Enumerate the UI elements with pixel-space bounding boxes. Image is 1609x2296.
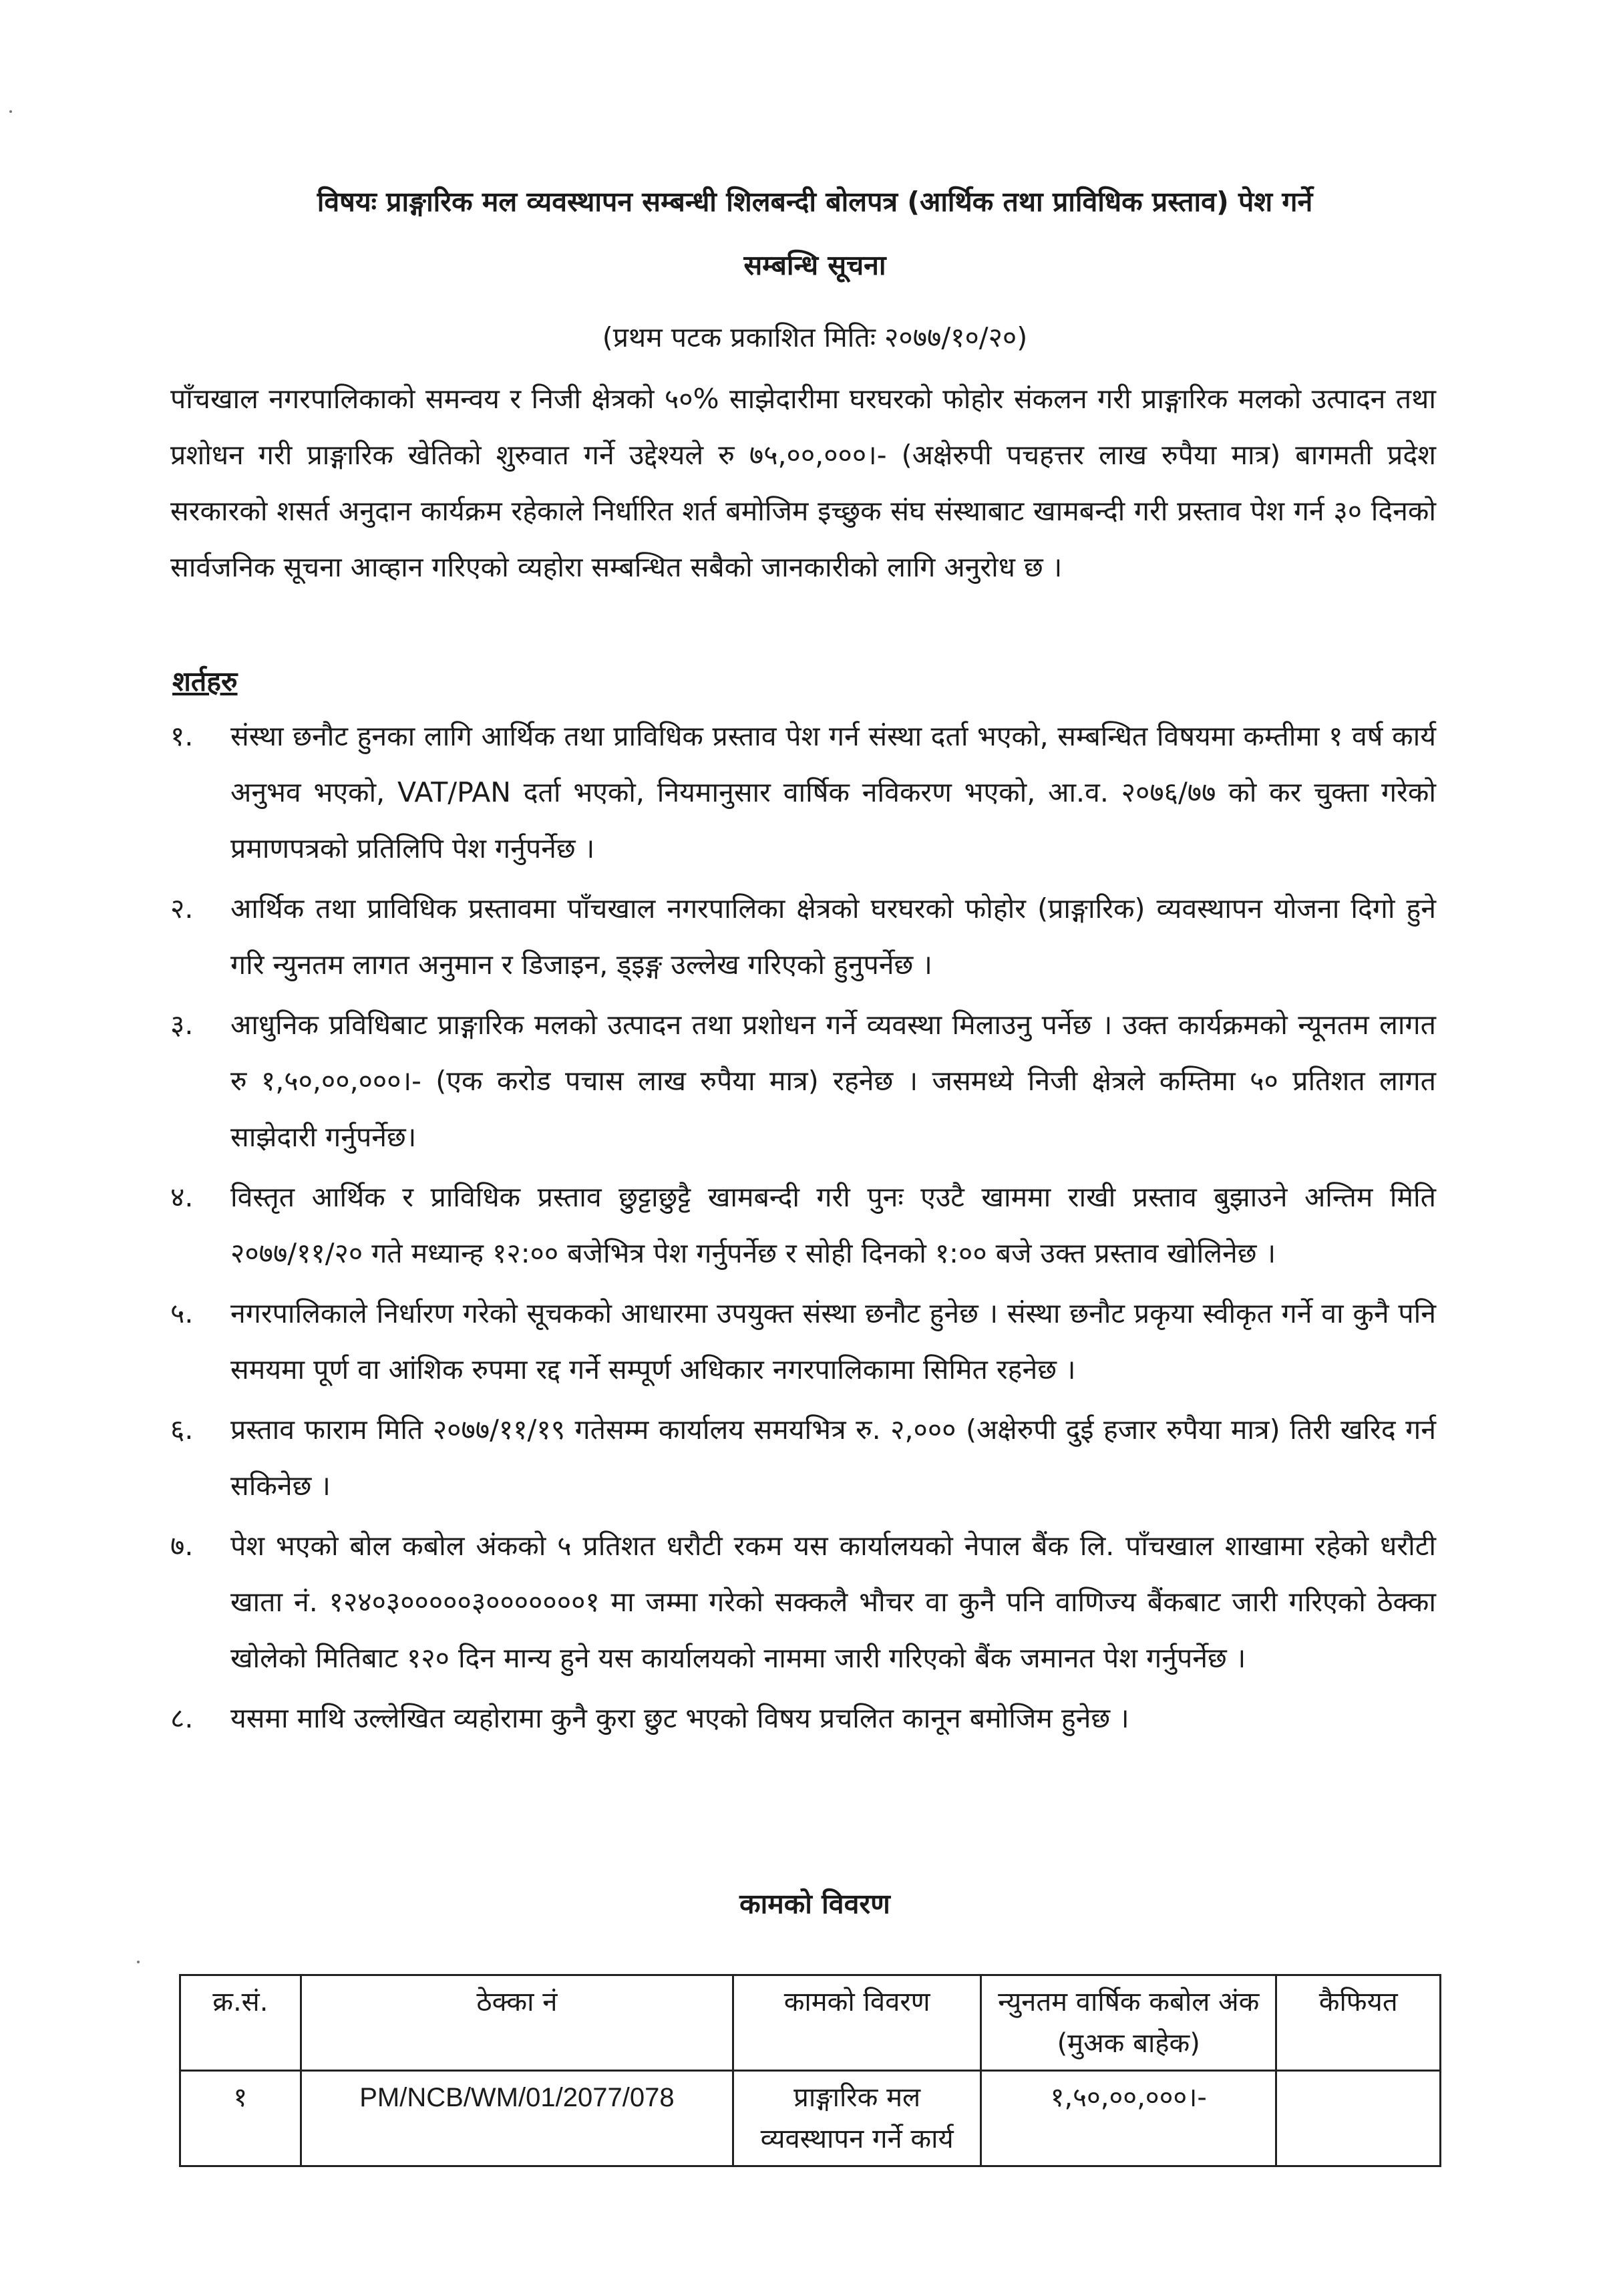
cell-remarks	[1276, 2071, 1441, 2166]
header-work-description: कामको विवरण	[733, 1975, 981, 2071]
subject-line-1: विषयः प्राङ्गारिक मल व्यवस्थापन सम्बन्धी शिलबन्दी बोलपत्र (आर्थिक तथा प्राविधिक प्रस्ताव) पेश गर्ने	[317, 186, 1313, 218]
condition-item	[170, 1402, 1436, 1514]
cell-serial: १	[180, 2071, 301, 2166]
condition-text: संस्था छनौट हुनका लागि आर्थिक तथा प्राविधिक प्रस्ताव पेश गर्न संस्था दर्ता भएको, सम्बन्धित विषयमा कम्तीमा १ वर्ष कार्य अनुभव भएको, VAT/PAN दर्ता भएको, नियमानुसार वार्षिक नविकरण भएको, आ.व. २०७६/७७ को कर चुक्ता गरेको प्रमाणपत्रको प्रतिलिपि पेश गर्नुपर्नेछ ।	[230, 720, 1436, 864]
condition-item	[170, 1518, 1436, 1686]
condition-number: १.	[170, 720, 194, 752]
cell-minimum-bid: १,५०,००,०००।-	[981, 2071, 1276, 2166]
published-date: (प्रथम पटक प्रकाशित मितिः २०७७/१०/२०)	[602, 321, 1028, 353]
condition-text: यसमा माथि उल्लेखित व्यहोरामा कुनै कुरा छुट भएको विषय प्रचलित कानून बमोजिम हुनेछ ।	[230, 1702, 1129, 1734]
work-details-heading: कामको विवरण	[739, 1888, 890, 1920]
condition-item	[170, 1169, 1436, 1281]
condition-item	[170, 1285, 1436, 1398]
condition-number: ६.	[170, 1414, 194, 1446]
condition-number: ७.	[170, 1530, 194, 1562]
condition-item	[170, 1690, 1436, 1746]
notice-subject	[174, 170, 1456, 297]
header-remarks: कैफियत	[1276, 1975, 1441, 2071]
subject-line-2: सम्बन्धि सूचना	[743, 249, 886, 281]
scan-speck	[9, 110, 12, 113]
header-contract-number: ठेक्का नं	[301, 1975, 733, 2071]
header-serial: क्र.सं.	[180, 1975, 301, 2071]
condition-text: आधुनिक प्रविधिबाट प्राङ्गारिक मलको उत्पादन तथा प्रशोधन गर्ने व्यवस्था मिलाउनु पर्नेछ । उक्त कार्यक्रमको न्यूनतम लागत रु १,५०,००,०००।- (एक करोड पचास लाख रुपैया मात्र) रहनेछ । जसमध्ये निजी क्षेत्रले कम्तिमा ५० प्रतिशत लागत साझेदारी गर्नुपर्नेछ।	[230, 1009, 1436, 1153]
condition-item	[170, 880, 1436, 993]
condition-text: आर्थिक तथा प्राविधिक प्रस्तावमा पाँचखाल नगरपालिका क्षेत्रको घरघरको फोहोर (प्राङ्गारिक) व्यवस्थापन योजना दिगो हुने गरि न्युनतम लागत अनुमान र डिजाइन, ड्इङ्ग उल्लेख गरिएको हुनुपर्नेछ ।	[230, 892, 1436, 981]
intro-paragraph: पाँचखाल नगरपालिकाको समन्वय र निजी क्षेत्रको ५०% साझेदारीमा घरघरको फोहोर संकलन गरी प्राङ्गारिक मलको उत्पादन तथा प्रशोधन गरी प्राङ्गारिक खेतिको शुरुवात गर्ने उद्देश्यले रु ७५,००,०००।- (अक्षेरुपी पचहत्तर लाख रुपैया मात्र) बागमती प्रदेश सरकारको शसर्त अनुदान कार्यक्रम रहेकाले निर्धारित शर्त बमोजिम इच्छुक संघ संस्थाबाट खामबन्दी गरी प्रस्ताव पेश गर्न ३० दिनको सार्वजनिक सूचना आव्हान गरिएको व्यहोरा सम्बन्धित सबैको जानकारीको लागि अनुरोध छ ।	[170, 383, 1436, 583]
condition-number: ५.	[170, 1297, 194, 1329]
condition-text: विस्तृत आर्थिक र प्राविधिक प्रस्ताव छुट्टाछुट्टै खामबन्दी गरी पुनः एउटै खाममा राखी प्रस्ताव बुझाउने अन्तिम मिति २०७७/११/२० गते मध्यान्ह १२:०० बजेभित्र पेश गर्नुपर्नेछ र सोही दिनको १:०० बजे उक्त प्रस्ताव खोलिनेछ ।	[230, 1181, 1436, 1269]
cell-work-description: प्राङ्गारिक मल व्यवस्थापन गर्ने कार्य	[733, 2071, 981, 2166]
work-details-table	[179, 1974, 1441, 2167]
conditions-list	[170, 708, 1436, 1750]
conditions-heading: शर्तहरु	[172, 665, 238, 697]
table-header-row	[180, 1975, 1441, 2071]
condition-text: प्रस्ताव फाराम मिति २०७७/११/१९ गतेसम्म कार्यालय समयभित्र रु. २,००० (अक्षेरुपी दुई हजार रुपैया मात्र) तिरी खरिद गर्न सकिनेछ ।	[230, 1414, 1436, 1502]
cell-contract-number: PM/NCB/WM/01/2077/078	[301, 2071, 733, 2166]
header-minimum-bid: न्युनतम वार्षिक कबोल अंक (मुअक बाहेक)	[981, 1975, 1276, 2071]
condition-number: ८.	[170, 1702, 194, 1734]
condition-item	[170, 997, 1436, 1165]
condition-item	[170, 708, 1436, 876]
condition-number: ३.	[170, 1009, 194, 1041]
condition-number: ४.	[170, 1181, 194, 1213]
table-row	[180, 2071, 1441, 2166]
condition-text: नगरपालिकाले निर्धारण गरेको सूचकको आधारमा उपयुक्त संस्था छनौट हुनेछ । संस्था छनौट प्रकृया स्वीकृत गर्ने वा कुनै पनि समयमा पूर्ण वा आंशिक रुपमा रद्द गर्ने सम्पूर्ण अधिकार नगरपालिकामा सिमित रहनेछ ।	[230, 1297, 1436, 1385]
condition-text: पेश भएको बोल कबोल अंकको ५ प्रतिशत धरौटी रकम यस कार्यालयको नेपाल बैंक लि. पाँचखाल शाखामा रहेको धरौटी खाता नं. १२४०३०००००३०००००००१ मा जम्मा गरेको सक्कलै भौचर वा कुनै पनि वाणिज्य बैंकबाट जारी गरिएको ठेक्का खोलेको मितिबाट १२० दिन मान्य हुने यस कार्यालयको नाममा जारी गरिएको बैंक जमानत पेश गर्नुपर्नेछ ।	[230, 1530, 1436, 1674]
condition-number: २.	[170, 892, 194, 925]
scan-speck	[137, 1961, 140, 1963]
